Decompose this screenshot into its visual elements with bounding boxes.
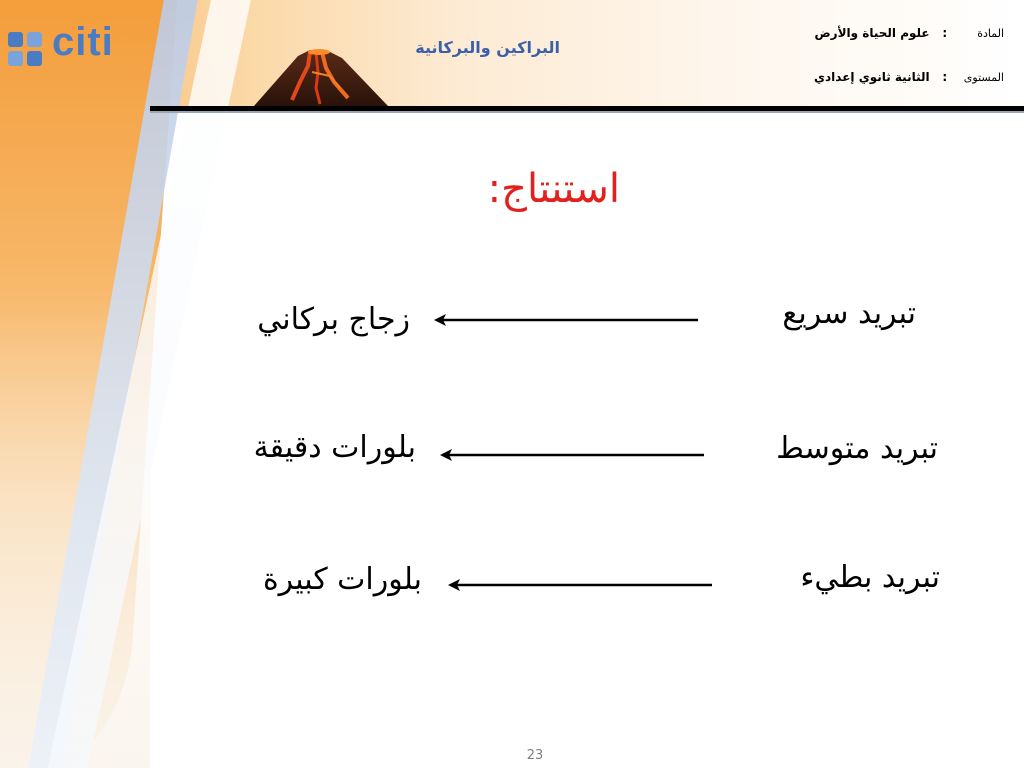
- level-row: [814, 70, 1004, 84]
- level-separator: :: [942, 70, 948, 84]
- subject-separator: :: [942, 26, 948, 40]
- subject-value: علوم الحياة والأرض: [814, 26, 930, 40]
- subject-row: [815, 26, 1004, 40]
- row-1-result: زجاج بركاني: [257, 302, 410, 337]
- row-3-arrow-icon: [446, 578, 714, 592]
- row-3-cause: تبريد بطيء: [800, 560, 940, 595]
- subject-label: المادة: [977, 27, 1004, 40]
- level-value: الثانية ثانوي إعدادي: [814, 70, 930, 84]
- citi-logo: [6, 14, 126, 70]
- page-number: 23: [526, 748, 544, 763]
- row-2-arrow-icon: [438, 448, 706, 462]
- logo-text: citi: [52, 20, 114, 64]
- row-3-result: بلورات كبيرة: [262, 562, 422, 597]
- header-divider-shadow: [150, 111, 1024, 113]
- level-label: المستوى: [963, 71, 1004, 84]
- row-2-result: بلورات دقيقة: [253, 430, 416, 465]
- conclusion-heading: استنتاج:: [487, 166, 620, 212]
- slide-title: البراكين والبركانية: [415, 38, 560, 57]
- row-1-arrow-icon: [432, 313, 700, 327]
- row-1-cause: تبريد سريع: [782, 296, 916, 331]
- logo-dots-icon: [6, 28, 46, 68]
- row-2-cause: تبريد متوسط: [776, 431, 938, 466]
